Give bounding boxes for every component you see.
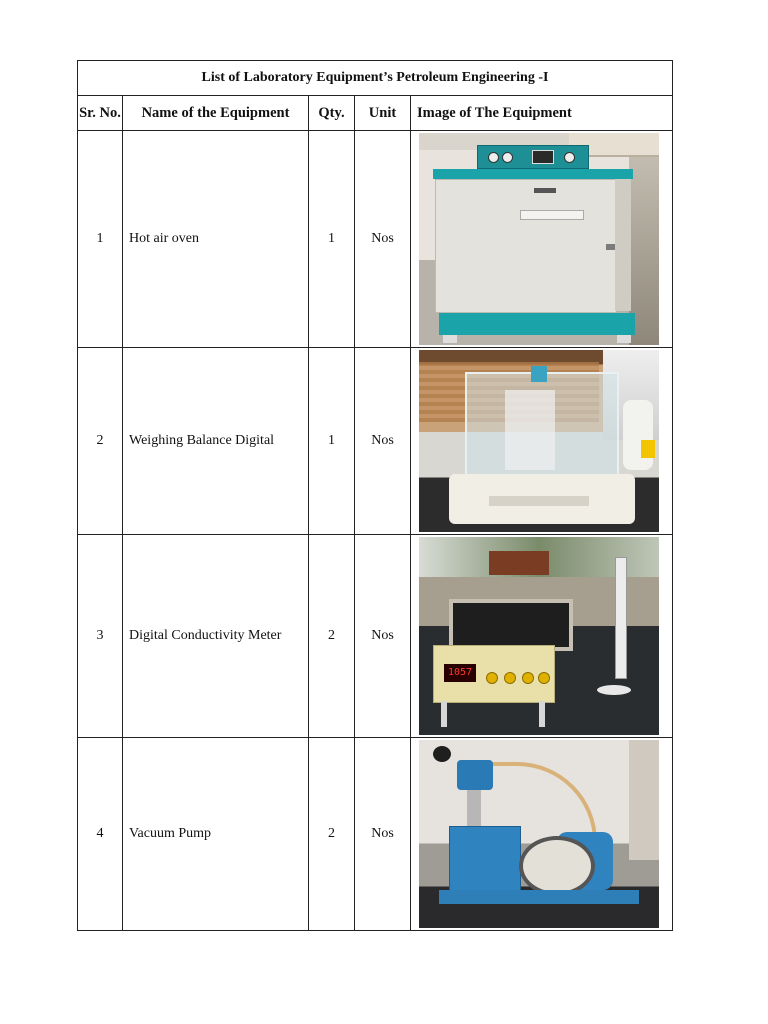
conductivity-meter-photo [419,537,659,735]
row-image-cell [411,738,673,931]
conductivity-probe [615,557,627,679]
table-title: List of Laboratory Equipment’s Petroleum Engineering -I [78,61,673,96]
meter-display: 1057 [444,664,476,682]
row-qty: 1 [309,131,355,348]
row-image-cell [411,535,673,738]
row-unit: Nos [355,131,411,348]
row-unit: Nos [355,348,411,535]
table-row [78,348,673,535]
header-sr-no: Sr. No. [78,96,123,131]
oven-door [435,179,617,313]
row-equipment-name: Vacuum Pump [123,738,309,931]
table-row [78,535,673,738]
row-qty: 1 [309,348,355,535]
equipment-table [77,60,673,931]
conductivity-meter-unit [433,645,555,703]
row-image-cell [411,131,673,348]
table-row [78,738,673,931]
vacuum-pump-photo [419,740,659,928]
row-image-cell [411,348,673,535]
row-equipment-name: Digital Conductivity Meter [123,535,309,738]
header-unit: Unit [355,96,411,131]
row-equipment-name: Hot air oven [123,131,309,348]
row-sr-no: 4 [78,738,123,931]
row-unit: Nos [355,535,411,738]
row-qty: 2 [309,535,355,738]
oven-control-panel [477,145,589,169]
weighing-balance-photo [419,350,659,532]
hot-air-oven-photo [419,133,659,345]
row-equipment-name: Weighing Balance Digital [123,348,309,535]
row-sr-no: 3 [78,535,123,738]
row-unit: Nos [355,738,411,931]
row-qty: 2 [309,738,355,931]
equipment-list-page [77,60,672,931]
row-sr-no: 2 [78,348,123,535]
pump-motor [519,836,595,896]
header-image: Image of The Equipment [411,96,673,131]
table-title-row [78,61,673,96]
row-sr-no: 1 [78,131,123,348]
table-header-row [78,96,673,131]
pump-body [449,826,521,894]
table-row [78,131,673,348]
header-name: Name of the Equipment [123,96,309,131]
header-qty: Qty. [309,96,355,131]
